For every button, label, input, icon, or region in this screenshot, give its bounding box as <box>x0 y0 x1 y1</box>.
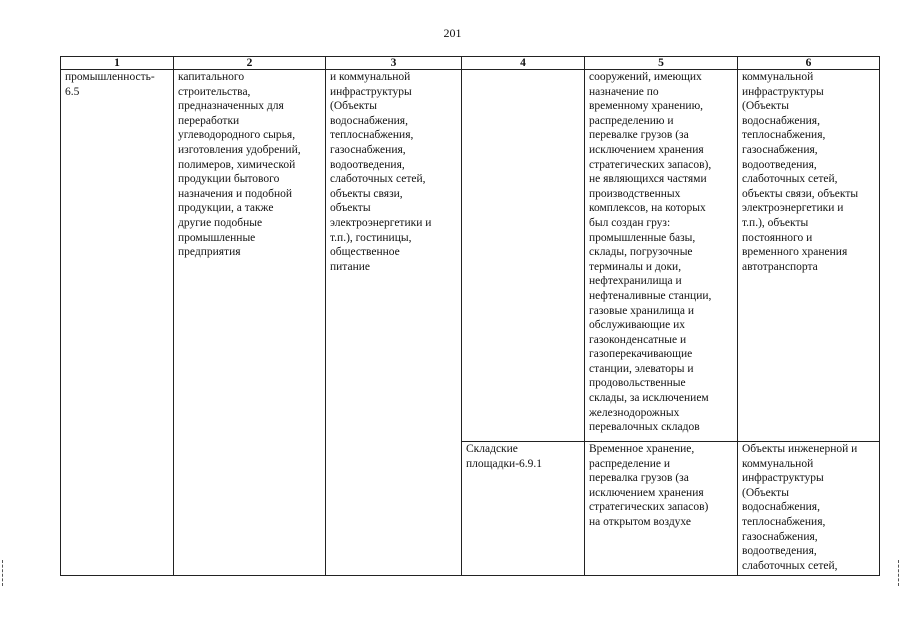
cell-auxiliary-objects: и коммунальной инфраструктуры (Объекты водоснабжения, теплоснабжения, газоснабжения, водоотведения, слаботочных сетей, объекты связи, объекты электроэнергетики и т.п.), гостиницы, общественное питание <box>326 70 462 576</box>
cell-conditional-use <box>462 70 585 442</box>
cell-conditional-description: Временное хранение, распределение и перевалка грузов (за исключением хранения стратегических запасов) на открытом воздухе <box>585 442 738 576</box>
column-header-1: 1 <box>61 57 174 70</box>
table-header-row <box>61 57 880 70</box>
column-header-2: 2 <box>174 57 326 70</box>
column-header-5: 5 <box>585 57 738 70</box>
cell-conditional-use: Складские площадки-6.9.1 <box>462 442 585 576</box>
page-number: 201 <box>443 26 462 40</box>
column-header-4: 4 <box>462 57 585 70</box>
scan-edge-mark-right <box>898 560 903 586</box>
cell-conditional-auxiliary: Объекты инженерной и коммунальной инфраструктуры (Объекты водоснабжения, теплоснабжения, газоснабжения, водоотведения, слаботочных сетей, <box>738 442 880 576</box>
scan-edge-mark-left <box>2 560 7 586</box>
column-header-6: 6 <box>738 57 880 70</box>
column-header-3: 3 <box>326 57 462 70</box>
cell-conditional-description: сооружений, имеющих назначение по временному хранению, распределению и перевалке грузов (за исключением хранения стратегических запасов), не являющихся частями производственных комплексов, на которых был создан груз: промышленные базы, склады, погрузочные терминалы и доки, нефтехранилища и нефтеналивные станции, газовые хранилища и обслуживающие их газоконденсатные и газоперекачивающие станции, элеваторы и продовольственные склады, за исключением железнодорожных перевалочных складов <box>585 70 738 442</box>
cell-land-use-name: промышленность- 6.5 <box>61 70 174 576</box>
table-row <box>61 70 880 442</box>
cell-conditional-auxiliary: коммунальной инфраструктуры (Объекты водоснабжения, теплоснабжения, газоснабжения, водоотведения, слаботочных сетей, объекты связи, объекты электроэнергетики и т.п.), объекты постоянного и временного хранения автотранспорта <box>738 70 880 442</box>
cell-description: капитального строительства, предназначенных для переработки углеводородного сырья, изготовления удобрений, полимеров, химической продукции бытового назначения и подобной продукции, а также другие подобные промышленные предприятия <box>174 70 326 576</box>
land-use-table <box>60 56 880 576</box>
